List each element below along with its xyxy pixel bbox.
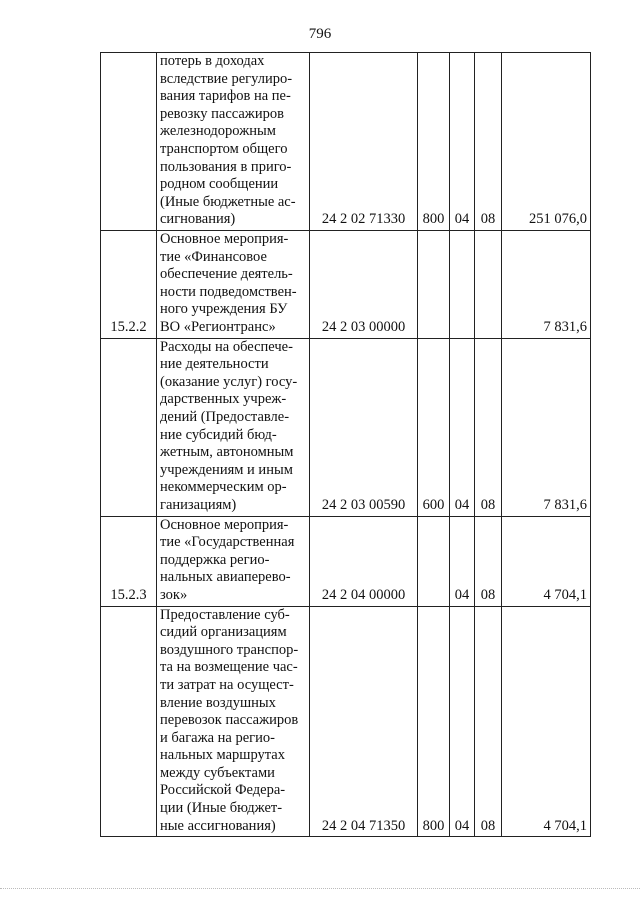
name-line: ции (Иные бюджет- [160,800,283,817]
name-line: ганизациям) [160,496,237,513]
name-line: (оказание услуг) госу- [160,373,298,390]
name-line: ные ассигнования) [160,817,276,834]
subsection-cell: 08 [475,516,502,606]
name-line: нальных авиаперево- [160,569,291,586]
table-row [101,606,591,837]
row-number-cell: 15.2.2 [101,231,157,339]
amount-cell: 4 704,1 [502,606,591,837]
name-line: сигнования) [160,211,236,228]
scan-edge-divider [0,888,640,889]
expense-type-cell: 600 [418,338,450,516]
name-line: тие «Государственная [160,534,295,551]
subsection-cell: 08 [475,338,502,516]
name-line: дарственных учреж- [160,391,287,408]
section-cell: 04 [450,53,475,231]
target-article-code-cell: 24 2 03 00590 [310,338,418,516]
amount-cell: 7 831,6 [502,231,591,339]
name-line: Предоставление суб- [160,606,290,623]
name-line: ние субсидий бюд- [160,426,277,443]
row-number-cell [101,53,157,231]
row-name-cell [157,338,310,516]
name-line: ности подведомствен- [160,283,297,300]
section-cell: 04 [450,516,475,606]
table-row [101,338,591,516]
name-line: некоммерческим ор- [160,479,287,496]
row-number-cell: 15.2.3 [101,516,157,606]
name-line: ревозку пассажиров [160,105,284,122]
name-line: вания тарифов на пе- [160,88,291,105]
name-line: учреждениям и иным [160,461,293,478]
subsection-cell: 08 [475,606,502,837]
name-line: ВО «Регионтранс» [160,318,276,335]
row-number-cell [101,606,157,837]
name-line: железнодорожным [160,123,276,140]
target-article-code-cell: 24 2 02 71330 [310,53,418,231]
name-line: Расходы на обеспече- [160,338,293,355]
row-name-cell [157,53,310,231]
target-article-code-cell: 24 2 04 71350 [310,606,418,837]
name-line: та на возмещение час- [160,659,298,676]
section-cell: 04 [450,338,475,516]
name-line: родном сообщении [160,176,279,193]
row-name-cell [157,516,310,606]
name-line: поддержка регио- [160,551,270,568]
name-line: Российской Федера- [160,782,286,799]
expense-type-cell [418,516,450,606]
table-body [101,53,591,837]
name-line: потерь в доходах [160,53,265,70]
name-line: Основное мероприя- [160,516,289,533]
name-line: обеспечение деятель- [160,266,293,283]
name-line: вление воздушных [160,694,276,711]
name-line: дений (Предоставле- [160,409,290,425]
name-line: ние деятельности [160,356,269,373]
row-name-cell [157,231,310,339]
row-name-cell [157,606,310,837]
name-line: сидий организациям [160,624,287,641]
name-line: пользования в приго- [160,158,292,175]
section-cell: 04 [450,606,475,837]
target-article-code-cell: 24 2 03 00000 [310,231,418,339]
name-line: вследствие регулиро- [160,70,293,87]
name-line: (Иные бюджетные ас- [160,193,296,210]
name-line: транспортом общего [160,141,288,158]
subsection-cell: 08 [475,53,502,231]
expense-type-cell: 800 [418,53,450,231]
name-line: Основное мероприя- [160,231,289,247]
name-line: ти затрат на осущест- [160,676,294,693]
name-line: зок» [160,586,188,603]
name-line: и багажа на регио- [160,729,275,746]
expense-type-cell [418,231,450,339]
section-cell [450,231,475,339]
name-line: нальных маршрутах [160,747,285,764]
amount-cell: 251 076,0 [502,53,591,231]
name-line: жетным, автономным [160,444,294,461]
expense-type-cell: 800 [418,606,450,837]
name-line: воздушного транспор- [160,641,299,658]
name-line: тие «Финансовое [160,248,267,265]
name-line: между субъектами [160,764,275,781]
amount-cell: 4 704,1 [502,516,591,606]
page-number: 796 [308,26,332,42]
amount-cell: 7 831,6 [502,338,591,516]
table-row [101,53,591,231]
table-row [101,516,591,606]
row-number-cell [101,338,157,516]
table-row [101,231,591,339]
target-article-code-cell: 24 2 04 00000 [310,516,418,606]
subsection-cell [475,231,502,339]
name-line: перевозок пассажиров [160,712,299,729]
name-line: ного учреждения БУ [160,301,288,318]
budget-table [100,52,591,837]
